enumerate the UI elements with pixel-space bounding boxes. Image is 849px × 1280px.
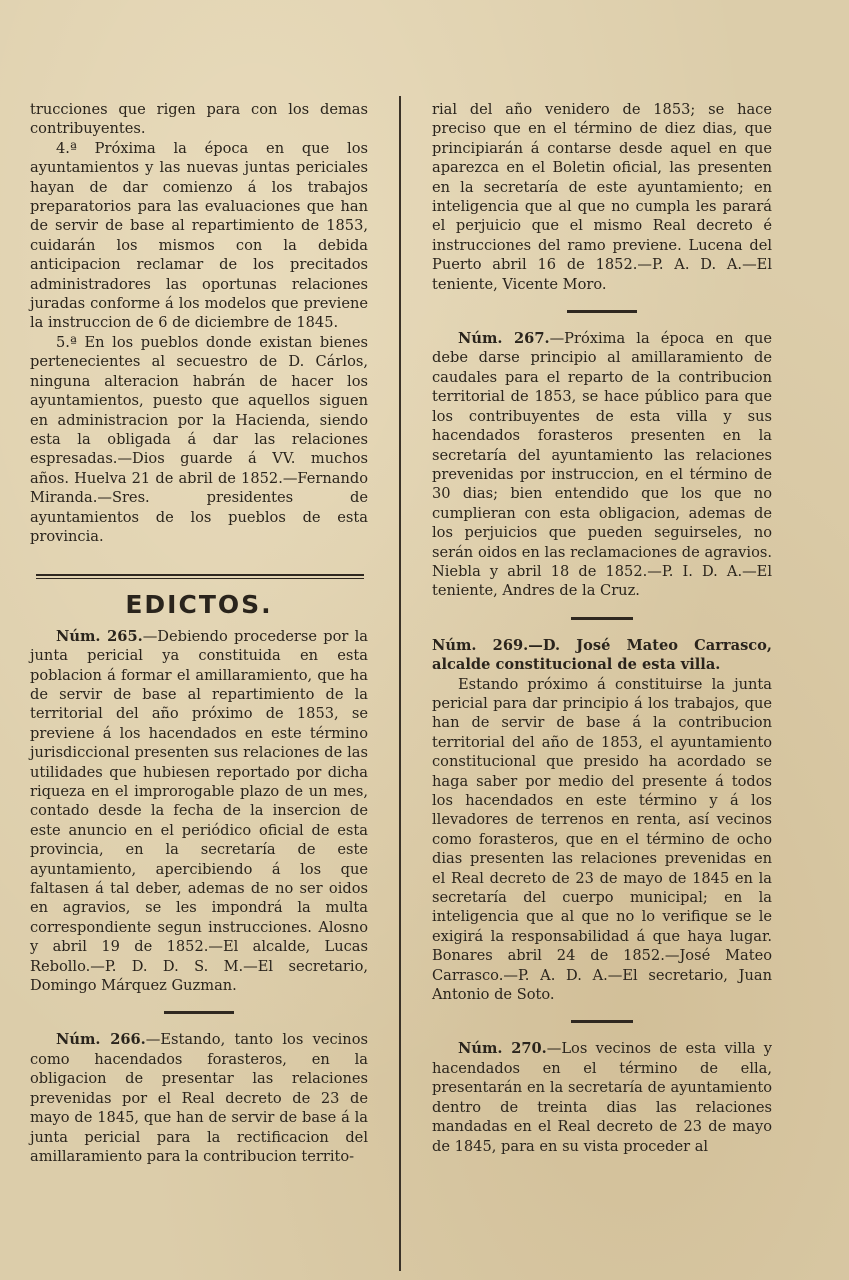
edict-number-270: Núm. 270. (458, 1040, 547, 1058)
edict-divider (567, 310, 637, 313)
edict-number-265: Núm. 265. (56, 627, 143, 645)
edict-266 (30, 1030, 368, 1166)
edict-269-title: —D. José Mateo Carrasco, alcalde constitucional de esta villa. (432, 636, 772, 674)
edict-divider (571, 617, 633, 620)
edict-265 (30, 627, 368, 996)
right-column (432, 100, 772, 1156)
edict-269: Estando próximo á constituirse la junta pericial para dar principio á los trabajos, que han de servir de base á la contribucion territorial del año de 1853, el ayuntamiento constitucional que presido ha acordado se haga saber por medio del presente á todos los hacendados en este término y á los llevadores de terrenos en renta, así vecinos como forasteros, que en el término de ocho dias presenten las relaciones prevenidas en el Real decreto de 23 de mayo de 1845 en la secretaría del cuerpo municipal; en la inteligencia que al que no lo verifique se le exigirá la responsabilidad á que haya lugar. Bonares abril 24 de 1852.—José Mateo Carrasco.—P. A. D. A.—El secretario, Juan Antonio de Soto. (432, 675, 772, 1004)
edict-267 (432, 329, 772, 601)
edict-number-267: Núm. 267. (458, 330, 550, 348)
column-rule (399, 96, 401, 1271)
archive-watermark (440, 1170, 780, 1280)
edict-number-266: Núm. 266. (56, 1031, 146, 1049)
edict-divider (164, 1011, 234, 1014)
left-column (30, 100, 368, 1166)
paragraph-continuation: trucciones que rigen para con los demas contribuyentes. (30, 101, 368, 138)
edict-269-header (432, 636, 772, 675)
section-heading-edictos: EDICTOS. (125, 590, 273, 620)
paragraph-item-4: 4.ª Próxima la época en que los ayuntamientos y las nuevas juntas periciales hayan de dar comienzo á los trabajos preparatorios para las evaluaciones que han de servir de base al repartimiento de 1853, cuidarán los mismos con la debida anticipacion reclamar de los precitados administradores las oportunas relaciones juradas conforme á los modelos que previene la instruccion de 6 de diciembre de 1845. (30, 139, 368, 332)
edict-266-text: —Estando, tanto los vecinos como hacendados forasteros, en la obligacion de presentar las relaciones prevenidas por el Real decreto de 23 de mayo de 1845, que han de servir de base á la junta pericial para la rectificacion del amillaramiento para la contribucion territo- (30, 1031, 368, 1165)
edict-266-continuation: rial del año venidero de 1853; se hace preciso que en el término de diez dias, que principiarán á contarse desde aquel en que aparezca en el Boletin oficial, las presenten en la secretaría de este ayuntamiento; en inteligencia que al que no cumpla les parará el perjuicio que el mismo Real decreto é instrucciones del ramo previene. Lucena del Puerto abril 16 de 1852.—P. A. D. A.—El teniente, Vicente Moro. (432, 101, 772, 293)
edict-270 (432, 1039, 772, 1155)
edict-number-269: Núm. 269. (432, 636, 529, 654)
edict-265-text: —Debiendo procederse por la junta pericial ya constituida en esta poblacion á formar el amillaramiento, que ha de servir de base al repartimiento de la territorial del año próximo de 1853, se previene á los hacendados en este término jurisdiccional presenten sus relaciones de las utilidades que hubiesen reportado por dicha riqueza en el improrogable plazo de un mes, contado desde la fecha de la insercion de este anuncio en el periódico oficial de esta provincia, en la secretaría de este ayuntamiento, apercibiendo á los que faltasen á tal deber, ademas de no ser oidos en agravios, se les impondrá la multa correspondiente segun instrucciones. Alosno y abril 19 de 1852.—El alcalde, Lucas Rebollo.—P. D. D. S. M.—El secretario, Domingo Márquez Guzman. (30, 627, 368, 995)
section-divider (36, 574, 364, 579)
edict-divider (571, 1020, 633, 1023)
edict-270-text: —Los vecinos de esta villa y hacendados en el término de ella, presentarán en la secretaría de ayuntamiento dentro de treinta dias las relaciones mandadas en el Real decreto de 23 de mayo de 1845, para en su vista proceder al (432, 1040, 772, 1155)
edict-267-text: —Próxima la época en que debe darse principio al amillaramiento de caudales para el reparto de la contribucion territorial de 1853, se hace público para que los contribuyentes de esta villa y sus hacendados forasteros presenten en la secretaría del ayuntamiento las relaciones prevenidas por instruccion, en el término de 30 dias; bien entendido que los que no cumplieran con esta obligacion, ademas de los perjuicios que pueden seguirseles, no serán oidos en las reclamaciones de agravios. Niebla y abril 18 de 1852.—P. I. D. A.—El teniente, Andres de la Cruz. (432, 330, 772, 600)
paragraph-item-5: 5.ª En los pueblos donde existan bienes pertenecientes al secuestro de D. Cárlos, ninguna alteracion habrán de hacer los ayuntamientos, puesto que aquellos siguen en administracion por la Hacienda, siendo esta la obligada á dar las relaciones espresadas.—Dios guarde á VV. muchos años. Huelva 21 de abril de 1852.—Fernando Miranda.—Sres. presidentes de ayuntamientos de los pueblos de esta provincia. (30, 333, 368, 545)
